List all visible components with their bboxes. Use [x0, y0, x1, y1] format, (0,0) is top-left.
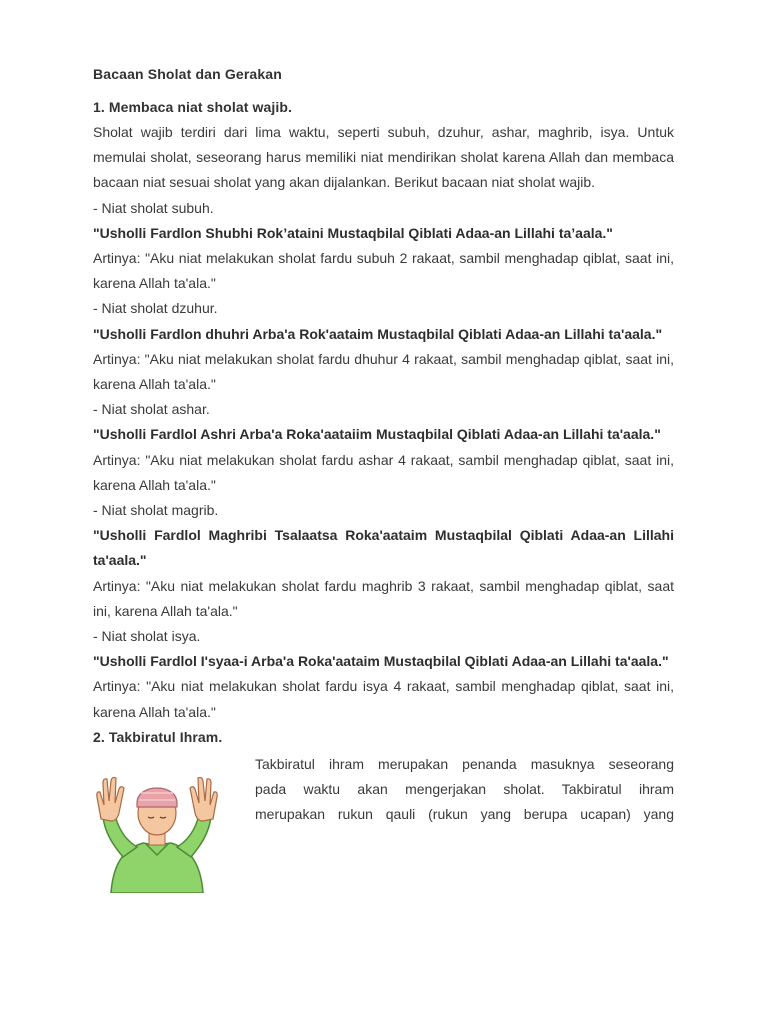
niat-label: - Niat sholat subuh. — [93, 199, 214, 216]
niat-meaning: Artinya: "Aku niat melakukan sholat fardu isya 4 rakaat, sambil menghadap qiblat, saat ini, karena Allah ta'ala." — [93, 678, 674, 720]
document-page — [93, 62, 674, 823]
section-2-line: Takbiratul ihram merupakan penanda masuknya seseorang — [255, 755, 674, 772]
section-2-heading: 2. Takbiratul Ihram. — [93, 728, 223, 745]
niat-meaning: Artinya: "Aku niat melakukan sholat fardu ashar 4 rakaat, sambil menghadap qiblat, saat ini, karena Allah ta'ala." — [93, 451, 674, 493]
section-2-line: pada waktu akan mengerjakan sholat. Takbiratul ihram — [255, 781, 674, 798]
section-2 — [93, 725, 674, 823]
niat-meaning: Artinya: "Aku niat melakukan sholat fardu subuh 2 rakaat, sambil menghadap qiblat, saat ini, karena Allah ta'ala." — [93, 250, 674, 292]
section-1-intro: Sholat wajib terdiri dari lima waktu, seperti subuh, dzuhur, ashar, maghrib, isya. Untuk memulai sholat, seseorang harus memiliki niat mendirikan sholat karena Allah dan membaca bacaan niat sesuai sholat yang akan dijalankan. Berikut bacaan niat sholat wajib. — [93, 124, 674, 191]
praying-man-takbir-illustration — [83, 753, 233, 893]
niat-label: - Niat sholat ashar. — [93, 401, 210, 418]
niat-item-ashar — [93, 397, 674, 498]
niat-text: "Usholli Fardlol Maghribi Tsalaatsa Roka'aataim Mustaqbilal Qiblati Adaa-an Lillahi ta'aala." — [93, 527, 674, 569]
niat-item-subuh — [93, 196, 674, 297]
niat-label: - Niat sholat isya. — [93, 628, 201, 645]
document-title: Bacaan Sholat dan Gerakan — [93, 66, 282, 82]
niat-meaning: Artinya: "Aku niat melakukan sholat fardu maghrib 3 rakaat, sambil menghadap qiblat, saat ini, karena Allah ta'ala." — [93, 577, 674, 619]
niat-meaning: Artinya: "Aku niat melakukan sholat fardu dhuhur 4 rakaat, sambil menghadap qiblat, saat ini, karena Allah ta'ala." — [93, 350, 674, 393]
section-2-line: merupakan rukun qauli (rukun yang berupa ucapan) yang — [255, 806, 674, 823]
niat-text: "Usholli Fardlon Shubhi Rok’ataini Mustaqbilal Qiblati Adaa-an Lillahi ta’aala." — [93, 224, 613, 241]
niat-item-magrib — [93, 498, 674, 624]
niat-text: "Usholli Fardlol I'syaa-i Arba'a Roka'aataim Mustaqbilal Qiblati Adaa-an Lillahi ta'aala." — [93, 653, 669, 670]
niat-item-isya — [93, 624, 674, 725]
niat-text: "Usholli Fardlol Ashri Arba'a Roka'aataiim Mustaqbilal Qiblati Adaa-an Lillahi ta'aala." — [93, 426, 661, 443]
niat-text: "Usholli Fardlon dhuhri Arba'a Rok'aataim Mustaqbilal Qiblati Adaa-an Lillahi ta'aala." — [93, 325, 663, 342]
section-2-body — [255, 752, 674, 828]
niat-label: - Niat sholat dzuhur. — [93, 300, 218, 317]
niat-item-dzuhur — [93, 296, 674, 397]
niat-label: - Niat sholat magrib. — [93, 502, 219, 519]
section-1-heading: 1. Membaca niat sholat wajib. — [93, 99, 292, 115]
